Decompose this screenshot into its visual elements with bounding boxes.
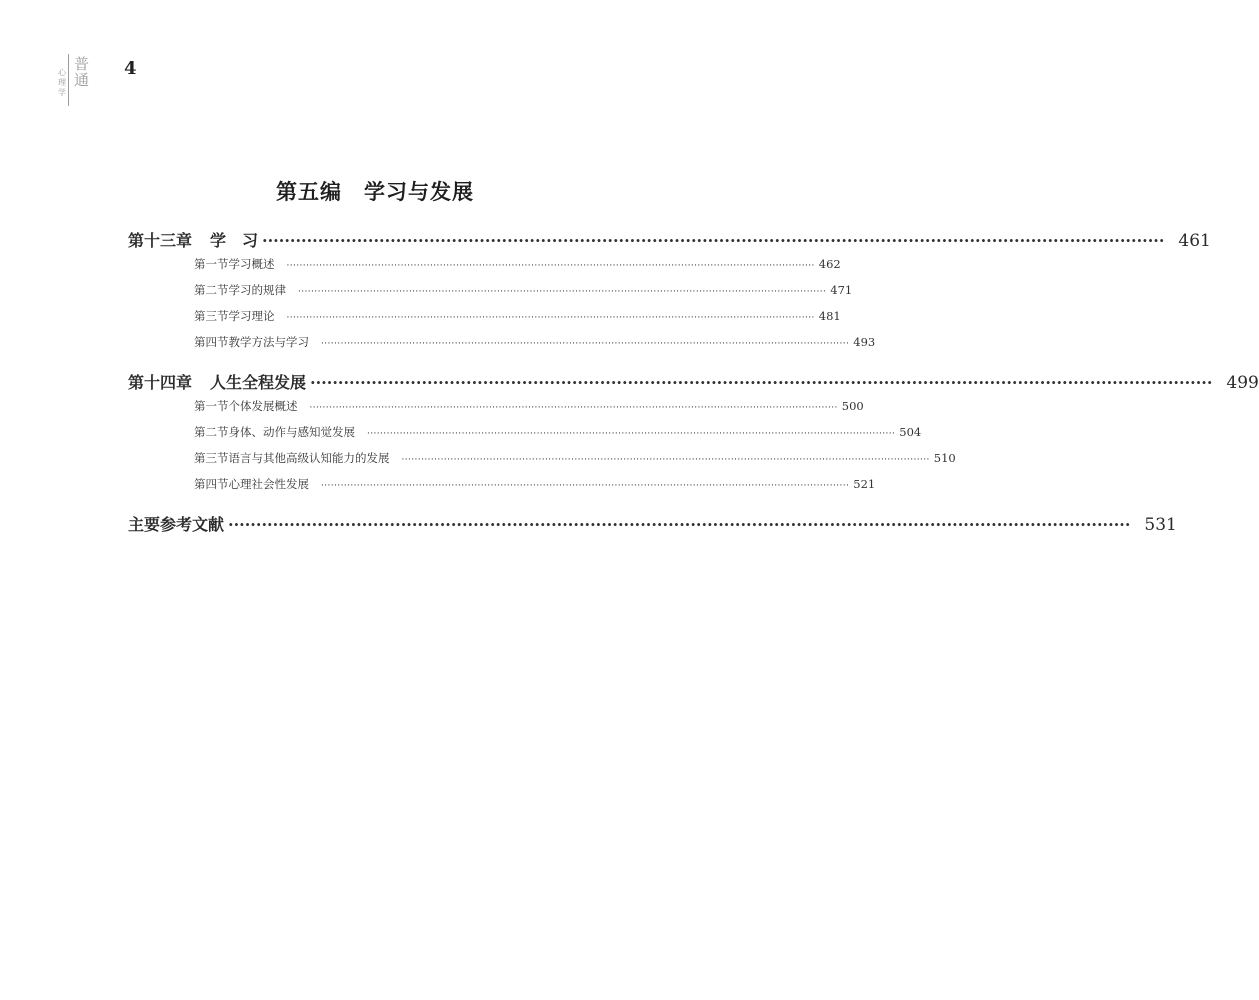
section-title: 个体发展概述 [228,399,298,413]
chapter-page: 461 [1178,231,1211,251]
section-number: 第三节 [194,451,229,465]
dot-leader: ·································································································································································· [286,261,815,271]
book-subtitle: 心理学 [58,68,66,97]
section-number: 第四节 [194,477,229,491]
dot-leader: ·································································································································································· [367,429,896,439]
toc-section[interactable] [128,308,841,334]
section-number: 第二节 [194,283,229,297]
section-title: 学习的规律 [228,283,286,297]
references-page: 531 [1144,515,1177,535]
section-page: 500 [841,399,864,413]
chapter-number: 第十四章 [128,373,193,392]
toc-section[interactable] [128,398,864,424]
page-number: 4 [124,58,137,79]
section-title: 学习理论 [228,309,275,323]
chapter-title: 人生全程发展 [210,373,307,392]
dot-leader: ·································································································································································· [286,313,815,323]
book-title: 普通 [74,55,90,89]
toc-section[interactable] [128,476,876,502]
dot-leader: ·································································································································································· [401,455,930,465]
toc-section[interactable] [128,334,876,360]
running-header-mark [58,54,98,110]
toc-chapter-13[interactable] [128,228,1211,254]
dot-leader: ·································································································································································· [310,373,1213,392]
toc-section[interactable] [128,282,853,308]
dot-leader: ·································································································································································· [228,515,1131,534]
chapter-page: 499 [1226,373,1259,393]
section-page: 493 [853,335,876,349]
toc-chapter-14[interactable] [128,370,1259,396]
section-number: 第二节 [194,425,229,439]
section-title: 语言与其他高级认知能力的发展 [228,451,390,465]
dot-leader: ·································································································································································· [321,339,850,349]
toc-references[interactable] [128,512,1177,538]
chapter-label [128,228,258,251]
toc-section[interactable] [128,450,956,476]
dot-leader: ·································································································································································· [262,231,1165,250]
section-number: 第一节 [194,399,229,413]
chapter-title: 学 习 [210,231,259,250]
chapter-number: 第十三章 [128,231,193,250]
section-page: 481 [818,309,841,323]
dot-leader: ·································································································································································· [321,481,850,491]
section-title: 心理社会性发展 [228,477,309,491]
section-title: 身体、动作与感知觉发展 [228,425,355,439]
section-title: 学习概述 [228,257,275,271]
references-title: 主要参考文献 [128,515,225,534]
section-number: 第三节 [194,309,229,323]
section-page: 471 [830,283,853,297]
section-number: 第四节 [194,335,229,349]
dot-leader: ·································································································································································· [298,287,827,297]
section-page: 510 [933,451,956,465]
section-page: 521 [853,477,876,491]
chapter-label [128,370,306,393]
section-page: 462 [818,257,841,271]
section-number: 第一节 [194,257,229,271]
section-title: 教学方法与学习 [228,335,309,349]
section-list [128,256,876,360]
table-of-contents [128,228,1259,538]
section-list [128,398,956,502]
header-divider [68,54,69,106]
toc-section[interactable] [128,424,922,450]
section-page: 504 [899,425,922,439]
dot-leader: ·································································································································································· [309,403,838,413]
part-title: 第五编 学习与发展 [276,179,474,204]
toc-section[interactable] [128,256,841,282]
